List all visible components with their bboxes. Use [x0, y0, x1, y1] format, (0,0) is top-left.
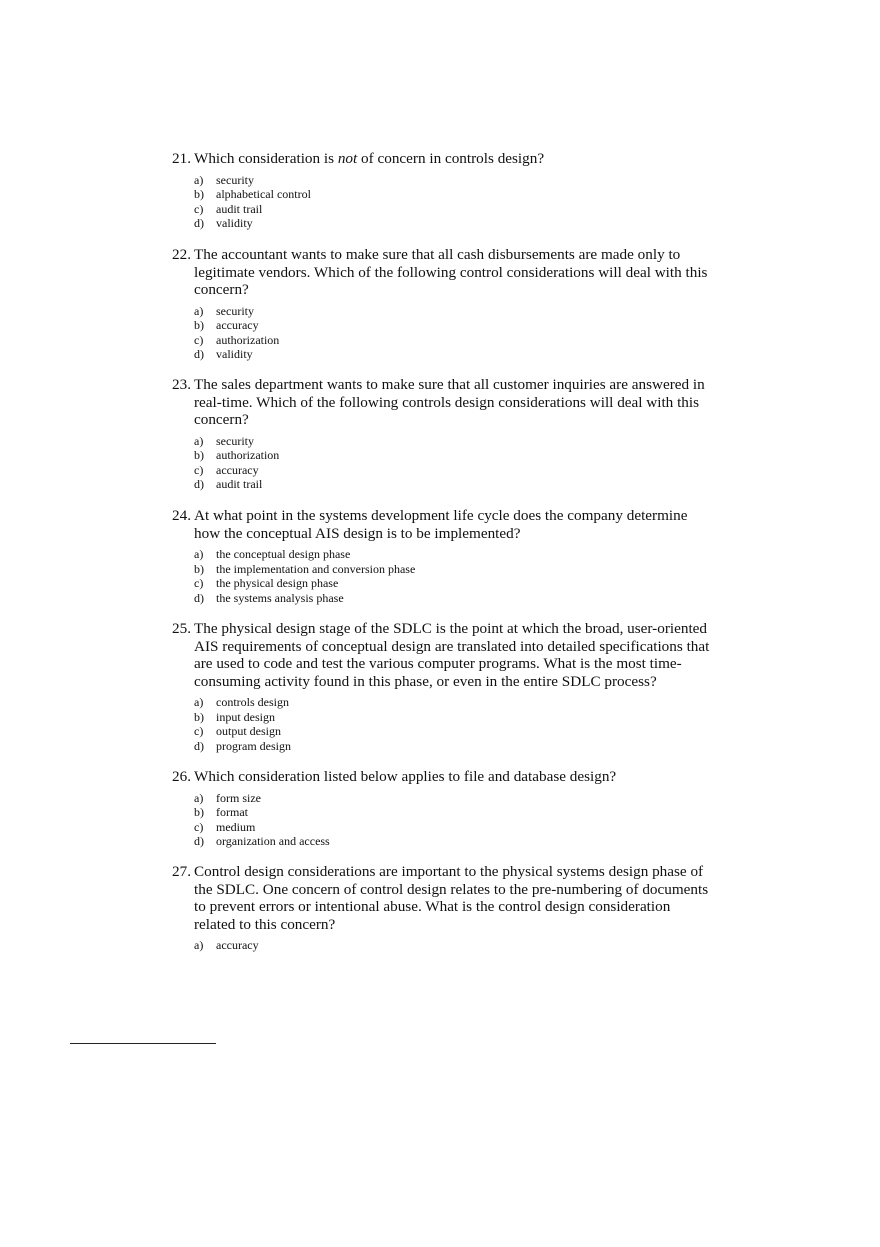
question-number: 24.: [172, 507, 191, 524]
question-number: 25.: [172, 620, 191, 637]
answer-option-d: d) audit trail: [194, 477, 263, 491]
question-stem: [172, 507, 712, 542]
question-27: [172, 863, 712, 953]
question-22: [172, 246, 712, 362]
answer-option-c: c) medium: [194, 819, 256, 834]
footnote-separator: [70, 1043, 216, 1044]
question-number: 26.: [172, 768, 191, 785]
answer-option-a: a) security: [194, 303, 254, 318]
answer-option-b: b) authorization: [194, 448, 280, 462]
answer-option-c: c) the physical design phase: [194, 576, 339, 590]
answer-option-d: d) validity: [194, 347, 253, 361]
answer-options: [194, 547, 712, 605]
answer-options: [194, 304, 712, 362]
answer-option-b: b) the implementation and conversion phase: [194, 561, 416, 576]
answer-option-a: a) form size: [194, 790, 261, 805]
question-text: The physical design stage of the SDLC is the point at which the broad, user-oriented AIS requirements of conceptual design are translated into detailed specifications that are used to code and test the various computer programs. What is the most time-consuming activity found in this phase, or even in the entire SDLC process?: [194, 620, 710, 690]
question-number: 21.: [172, 150, 191, 167]
question-text: The sales department wants to make sure that all customer inquiries are answered in real-time. Which of the following controls design considerations will deal with this concern?: [194, 376, 705, 428]
answer-option-c: c) audit trail: [194, 201, 263, 216]
answer-option-c: c) accuracy: [194, 462, 259, 477]
answer-option-a: a) security: [194, 433, 254, 448]
answer-option-b: b) format: [194, 805, 248, 819]
answer-option-a: a) security: [194, 172, 254, 187]
answer-option-d: d) organization and access: [194, 834, 330, 848]
question-stem: [172, 150, 712, 168]
question-24: [172, 507, 712, 605]
answer-option-b: b) accuracy: [194, 318, 259, 332]
question-stem: [172, 768, 712, 786]
question-number: 22.: [172, 246, 191, 263]
question-text: Control design considerations are important to the physical systems design phase of the SDLC. One concern of control design relates to the pre-numbering of documents to prevent errors or intentional abuse. What is the control design consideration related to this concern?: [194, 863, 709, 933]
answer-options: [194, 695, 712, 753]
question-stem: [172, 620, 712, 690]
question-text: Which consideration is not of concern in controls design?: [194, 150, 545, 167]
question-25: [172, 620, 712, 753]
question-number: 27.: [172, 863, 191, 880]
answer-options: [194, 434, 712, 492]
answer-option-d: d) program design: [194, 738, 291, 753]
question-number: 23.: [172, 376, 191, 393]
question-26: [172, 768, 712, 849]
answer-option-b: b) alphabetical control: [194, 187, 311, 201]
answer-option-a: a) accuracy: [194, 938, 259, 952]
answer-option-c: c) authorization: [194, 332, 280, 347]
question-21: [172, 150, 712, 231]
question-text: At what point in the systems development life cycle does the company determine how the conceptual AIS design is to be implemented?: [194, 507, 688, 542]
question-text: Which consideration listed below applies to file and database design?: [194, 768, 617, 785]
answer-options: [194, 938, 712, 953]
answer-options: [194, 173, 712, 231]
question-stem: [172, 376, 712, 429]
answer-option-a: a) controls design: [194, 695, 289, 709]
answer-option-b: b) input design: [194, 709, 275, 724]
answer-option-d: d) the systems analysis phase: [194, 590, 344, 605]
answer-options: [194, 791, 712, 849]
emphasis-text: not: [337, 150, 358, 167]
question-text: The accountant wants to make sure that all cash disbursements are made only to legitimate vendors. Which of the following control considerations will deal with this concern?: [194, 246, 708, 298]
answer-option-c: c) output design: [194, 724, 281, 738]
question-stem: [172, 863, 712, 933]
answer-option-a: a) the conceptual design phase: [194, 547, 351, 561]
answer-option-d: d) validity: [194, 216, 253, 230]
question-stem: [172, 246, 712, 299]
question-23: [172, 376, 712, 492]
